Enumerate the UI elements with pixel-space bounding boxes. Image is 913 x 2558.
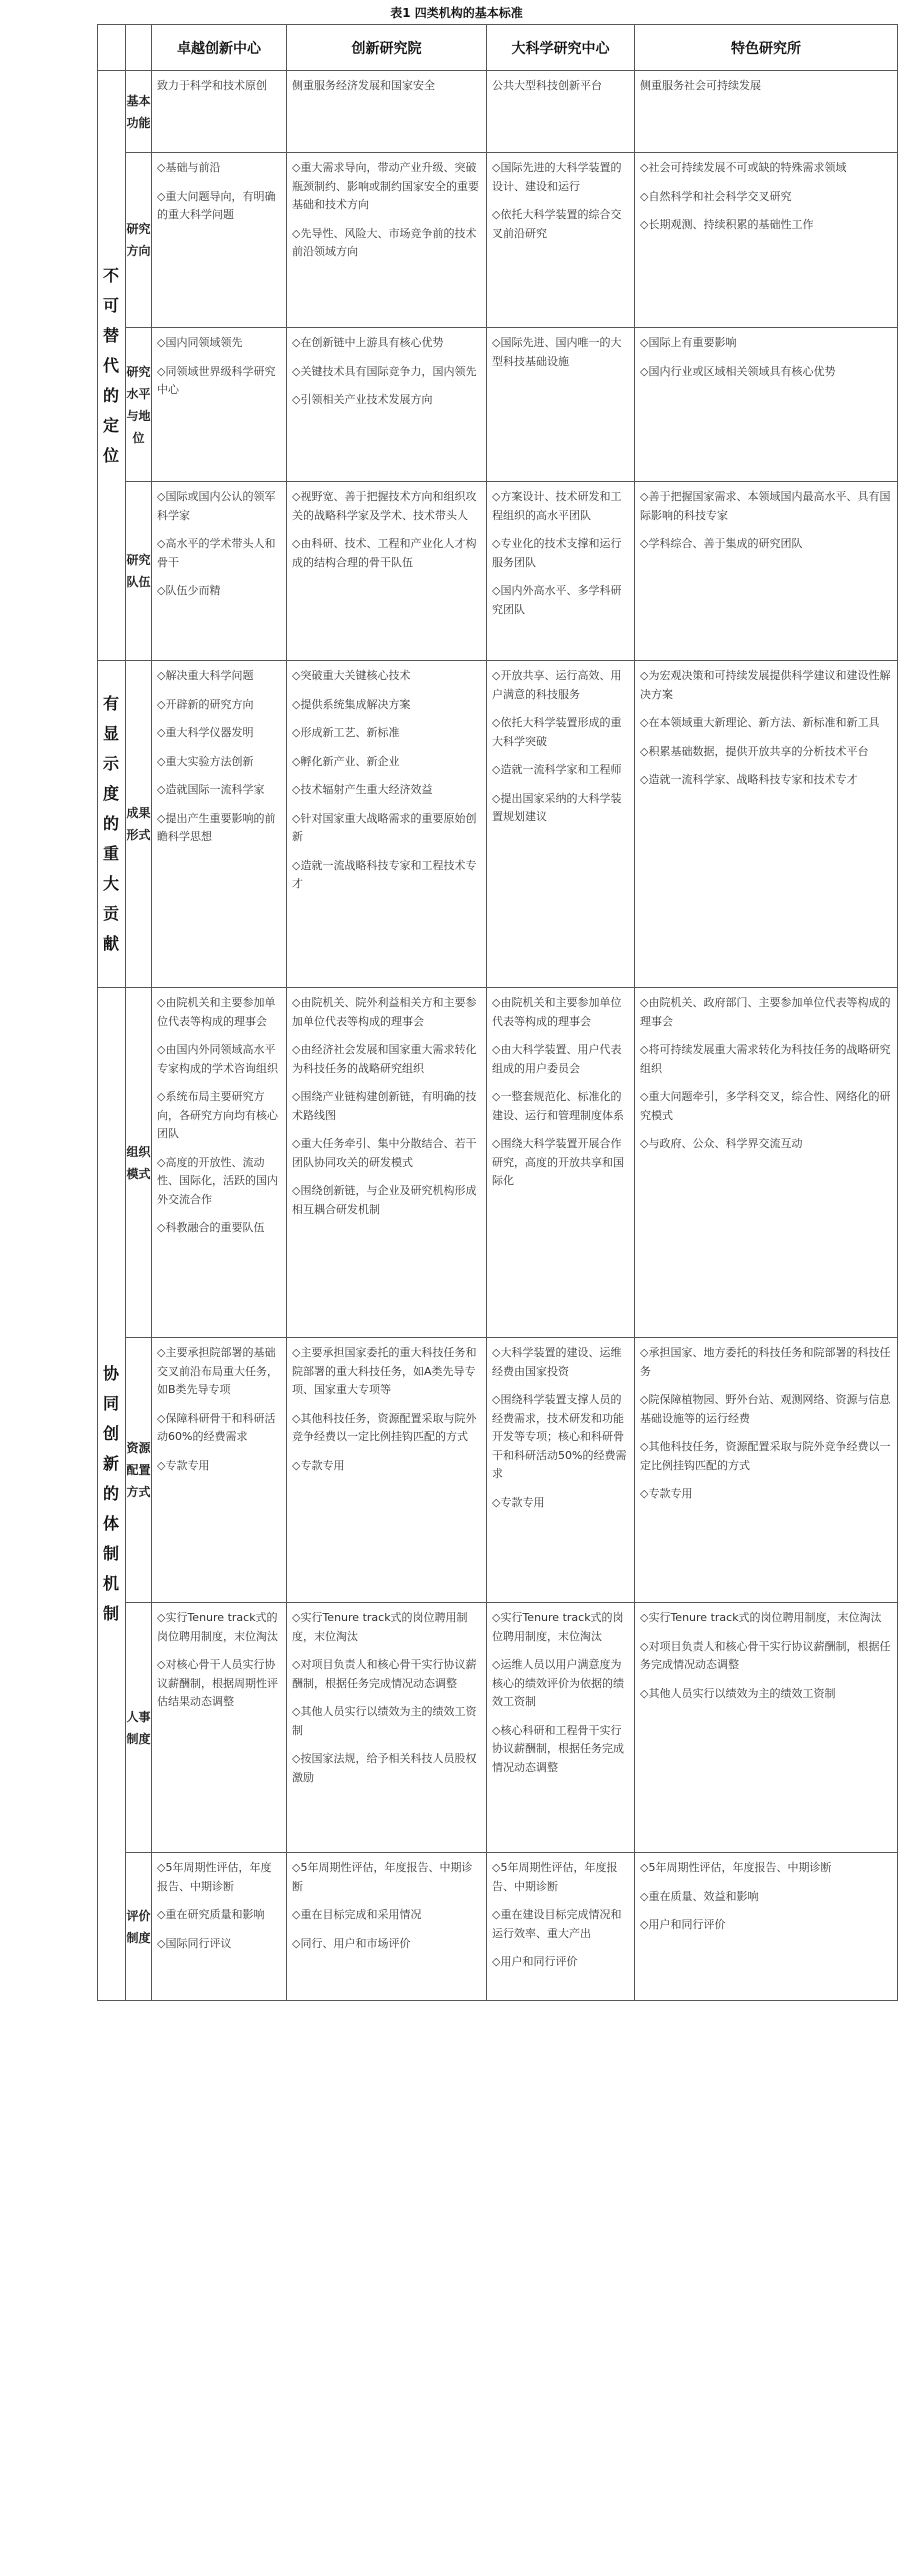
column-header: 卓越创新中心: [152, 25, 287, 71]
cell-item: ◇自然科学和社会科学交叉研究: [640, 189, 792, 203]
cell-item: ◇重在质量、效益和影响: [640, 1889, 759, 1903]
cell-item: ◇高水平的学术带头人和骨干: [157, 537, 276, 569]
cell-item: 侧重服务经济发展和国家安全: [292, 79, 435, 92]
table-row: [98, 1853, 898, 2001]
table-cell: [287, 1338, 487, 1603]
cell-item: ◇造就一流战略科技专家和工程技术专才: [292, 858, 477, 890]
cell-item: ◇技术辐射产生重大经济效益: [292, 783, 433, 796]
cell-item: ◇重在建设目标完成情况和运行效率、重大产出: [492, 1908, 622, 1940]
cell-item: ◇其他科技任务，资源配置采取与院外竞争经费以一定比例挂钩匹配的方式: [640, 1440, 891, 1472]
cell-item: ◇提出国家采纳的大科学装置规划建议: [492, 791, 622, 823]
cell-item: ◇由院机关、政府部门、主要参加单位代表等构成的理事会: [640, 996, 891, 1028]
cell-item: ◇国际同行评议: [157, 1936, 232, 1950]
cell-item: ◇国际或国内公认的领军科学家: [157, 490, 276, 522]
cell-item: ◇视野宽、善于把握技术方向和组织攻关的战略科学家及学术、技术带头人: [292, 490, 477, 522]
cell-item: ◇提供系统集成解决方案: [292, 697, 411, 711]
cell-item: ◇在创新链中上游具有核心优势: [292, 336, 444, 349]
cell-item: ◇保障科研骨干和科研活动60%的经费需求: [157, 1411, 276, 1443]
table-cell: [152, 1853, 287, 2001]
cell-item: ◇造就一流科学家、战略科技专家和技术专才: [640, 773, 858, 786]
cell-item: ◇国际先进的大科学装置的设计、建设和运行: [492, 161, 622, 193]
cell-item: ◇由国内外同领域高水平专家构成的学术咨询组织: [157, 1043, 278, 1075]
cell-item: ◇突破重大关键核心技术: [292, 669, 411, 682]
cell-item: ◇按国家法规，给予相关科技人员股权激励: [292, 1752, 477, 1784]
cell-item: ◇社会可持续发展不可或缺的特殊需求领域: [640, 161, 847, 174]
table-cell: [152, 1338, 287, 1603]
cell-item: ◇开辟新的研究方向: [157, 697, 254, 711]
cell-item: ◇善于把握国家需求、本领域国内最高水平、具有国际影响的科技专家: [640, 490, 891, 522]
table-cell: [487, 71, 635, 153]
cell-item: ◇由院机关和主要参加单位代表等构成的理事会: [492, 996, 622, 1028]
cell-item: ◇围绕产业链构建创新链，有明确的技术路线图: [292, 1090, 477, 1122]
cell-item: ◇院保障植物园、野外台站、观测网络、资源与信息基础设施等的运行经费: [640, 1393, 891, 1425]
cell-item: ◇大科学装置的建设、运维经费由国家投资: [492, 1346, 622, 1378]
row-label: 研究方向: [126, 153, 152, 328]
table-cell: [152, 328, 287, 482]
cell-item: ◇与政府、公众、科学界交流互动: [640, 1137, 803, 1150]
cell-item: ◇系统布局主要研究方向，各研究方向均有核心团队: [157, 1090, 278, 1140]
cell-item: ◇5年周期性评估，年度报告、中期诊断: [157, 1861, 272, 1893]
cell-item: ◇由院机关和主要参加单位代表等构成的理事会: [157, 996, 276, 1028]
table-cell: [287, 661, 487, 988]
table-cell: [287, 482, 487, 661]
table-caption: 表1 四类机构的基本标准: [390, 6, 523, 20]
cell-item: ◇造就一流科学家和工程师: [492, 763, 622, 776]
cell-item: ◇主要承担院部署的基础交叉前沿布局重大任务，如B类先导专项: [157, 1346, 278, 1396]
cell-item: ◇重在研究质量和影响: [157, 1908, 265, 1921]
cell-item: ◇为宏观决策和可持续发展提供科学建议和建设性解决方案: [640, 669, 891, 701]
cell-item: ◇专款专用: [492, 1495, 545, 1509]
cell-item: ◇孵化新产业、新企业: [292, 754, 400, 768]
table-cell: [287, 153, 487, 328]
table-cell: [152, 71, 287, 153]
table-row: [98, 1603, 898, 1853]
cell-item: ◇5年周期性评估，年度报告、中期诊断: [292, 1861, 473, 1893]
cell-item: ◇围绕大科学装置开展合作研究，高度的开放共享和国际化: [492, 1137, 624, 1187]
table-cell: [487, 482, 635, 661]
table-cell: [287, 988, 487, 1338]
cell-item: ◇关键技术具有国际竞争力，国内领先: [292, 364, 477, 378]
cell-item: ◇同行、用户和市场评价: [292, 1936, 411, 1950]
cell-item: ◇将可持续发展重大需求转化为科技任务的战略研究组织: [640, 1043, 891, 1075]
cell-item: ◇积累基础数据，提供开放共享的分析技术平台: [640, 744, 869, 758]
cell-item: ◇解决重大科学问题: [157, 669, 254, 682]
table-cell: [287, 328, 487, 482]
cell-item: ◇国际先进、国内唯一的大型科技基础设施: [492, 336, 622, 368]
cell-item: ◇围绕创新链，与企业及研究机构形成相互耦合研发机制: [292, 1184, 477, 1216]
cell-item: ◇其他科技任务，资源配置采取与院外竞争经费以一定比例挂钩匹配的方式: [292, 1411, 477, 1443]
cell-item: ◇专款专用: [292, 1458, 345, 1472]
table-row: [98, 1338, 898, 1603]
table-cell: [635, 988, 898, 1338]
table-row: [98, 988, 898, 1338]
cell-item: ◇重大问题导向，有明确的重大科学问题: [157, 189, 276, 221]
header-row: [98, 25, 898, 71]
row-label: 人事制度: [126, 1603, 152, 1853]
table-cell: [635, 328, 898, 482]
cell-item: ◇一整套规范化、标准化的建设、运行和管理制度体系: [492, 1090, 624, 1122]
row-label: 资源配置方式: [126, 1338, 152, 1603]
cell-item: ◇用户和同行评价: [640, 1918, 726, 1931]
row-label: 评价制度: [126, 1853, 152, 2001]
table-cell: [287, 1603, 487, 1853]
cell-item: ◇核心科研和工程骨干实行协议薪酬制，根据任务完成情况动态调整: [492, 1723, 624, 1774]
cell-item: ◇用户和同行评价: [492, 1955, 578, 1968]
table-cell: [487, 1338, 635, 1603]
cell-item: ◇科教融合的重要队伍: [157, 1221, 265, 1234]
cell-item: ◇由经济社会发展和国家重大需求转化为科技任务的战略研究组织: [292, 1043, 477, 1075]
cell-item: ◇5年周期性评估，年度报告、中期诊断: [640, 1861, 832, 1874]
cell-item: ◇重大需求导向，带动产业升级、突破瓶颈制约、影响或制约国家安全的重要基础和技术方向: [292, 161, 479, 211]
cell-item: 侧重服务社会可持续发展: [640, 79, 761, 92]
section-label: 协同创新的体制机制: [98, 988, 126, 2001]
table-cell: [487, 328, 635, 482]
cell-item: ◇专款专用: [640, 1487, 693, 1500]
row-label: 组织模式: [126, 988, 152, 1338]
cell-item: ◇基础与前沿: [157, 161, 221, 174]
cell-item: ◇由院机关、院外利益相关方和主要参加单位代表等构成的理事会: [292, 996, 477, 1028]
cell-item: ◇造就国际一流科学家: [157, 783, 265, 796]
cell-item: ◇其他人员实行以绩效为主的绩效工资制: [640, 1686, 836, 1700]
cell-item: ◇专款专用: [157, 1458, 210, 1472]
cell-item: ◇依托大科学装置的综合交叉前沿研究: [492, 208, 622, 240]
cell-item: ◇学科综合、善于集成的研究团队: [640, 537, 803, 550]
cell-item: ◇围绕科学装置支撑人员的经费需求，技术研发和功能开发等专项；核心和科研骨干和科研活动50%的经费需求: [492, 1393, 627, 1480]
table-cell: [152, 482, 287, 661]
cell-item: ◇重大实验方法创新: [157, 754, 254, 768]
table-cell: [152, 153, 287, 328]
cell-item: ◇主要承担国家委托的重大科技任务和院部署的重大科技任务，如A类先导专项、国家重大专项等: [292, 1346, 477, 1396]
table-cell: [635, 1603, 898, 1853]
table-cell: [635, 153, 898, 328]
table-cell: [287, 1853, 487, 2001]
cell-item: ◇实行Tenure track式的岗位聘用制度，末位淘汰: [492, 1611, 624, 1643]
cell-item: ◇由大科学装置、用户代表组成的用户委员会: [492, 1043, 622, 1075]
column-header: 创新研究院: [287, 25, 487, 71]
cell-item: ◇承担国家、地方委托的科技任务和院部署的科技任务: [640, 1346, 891, 1378]
table-cell: [487, 1603, 635, 1853]
cell-item: ◇国内外高水平、多学科研究团队: [492, 584, 622, 616]
table-cell: [487, 1853, 635, 2001]
cell-item: ◇国内行业或区域相关领域具有核心优势: [640, 364, 836, 378]
institution-standards-table: [97, 24, 898, 2001]
cell-item: ◇形成新工艺、新标准: [292, 726, 400, 739]
cell-item: ◇专业化的技术支撑和运行服务团队: [492, 537, 622, 569]
cell-item: ◇5年周期性评估，年度报告、中期诊断: [492, 1861, 618, 1893]
cell-item: ◇引领相关产业技术发展方向: [292, 393, 433, 406]
row-label: 基本功能: [126, 71, 152, 153]
cell-item: ◇国内同领域领先: [157, 336, 243, 349]
cell-item: ◇对项目负责人和核心骨干实行协议薪酬制，根据任务完成情况动态调整: [292, 1658, 477, 1690]
table-row: [98, 71, 898, 153]
row-label: 成果形式: [126, 661, 152, 988]
table-cell: [152, 661, 287, 988]
cell-item: ◇重大任务牵引、集中分散结合、若干团队协同攻关的研发模式: [292, 1137, 477, 1169]
cell-item: ◇长期观测、持续积累的基础性工作: [640, 218, 814, 231]
section-label: 不可替代的定位: [98, 71, 126, 661]
table-cell: [152, 1603, 287, 1853]
column-header: 特色研究所: [635, 25, 898, 71]
cell-item: ◇对项目负责人和核心骨干实行协议薪酬制，根据任务完成情况动态调整: [640, 1639, 891, 1671]
table-cell: [635, 1338, 898, 1603]
corner-cell: [126, 25, 152, 71]
cell-item: ◇依托大科学装置形成的重大科学突破: [492, 716, 622, 748]
row-label: 研究水平与地位: [126, 328, 152, 482]
table-cell: [487, 988, 635, 1338]
table-cell: [635, 71, 898, 153]
table-row: [98, 661, 898, 988]
cell-item: ◇运维人员以用户满意度为核心的绩效评价为依据的绩效工资制: [492, 1658, 624, 1708]
cell-item: ◇提出产生重要影响的前瞻科学思想: [157, 811, 276, 843]
cell-item: ◇实行Tenure track式的岗位聘用制度，末位淘汰: [292, 1611, 468, 1643]
column-header: 大科学研究中心: [487, 25, 635, 71]
cell-item: ◇重大问题牵引，多学科交叉，综合性、网络化的研究模式: [640, 1090, 891, 1122]
cell-item: ◇队伍少而精: [157, 584, 221, 597]
cell-item: ◇同领域世界级科学研究中心: [157, 364, 276, 396]
cell-item: ◇重在目标完成和采用情况: [292, 1908, 422, 1921]
cell-item: ◇国际上有重要影响: [640, 336, 737, 349]
cell-item: 致力于科学和技术原创: [157, 79, 267, 92]
table-cell: [487, 153, 635, 328]
cell-item: ◇方案设计、技术研发和工程组织的高水平团队: [492, 490, 622, 522]
cell-item: ◇由科研、技术、工程和产业化人才构成的结构合理的骨干队伍: [292, 537, 477, 569]
table-cell: [635, 661, 898, 988]
cell-item: ◇先导性、风险大、市场竞争前的技术前沿领域方向: [292, 226, 477, 258]
table-cell: [635, 1853, 898, 2001]
table-cell: [152, 988, 287, 1338]
table-row: [98, 153, 898, 328]
table-row: [98, 482, 898, 661]
table-cell: [635, 482, 898, 661]
table-cell: [487, 661, 635, 988]
cell-item: ◇开放共享、运行高效、用户满意的科技服务: [492, 669, 622, 701]
corner-cell: [98, 25, 126, 71]
table-cell: [287, 71, 487, 153]
section-label: 有显示度的重大贡献: [98, 661, 126, 988]
cell-item: ◇重大科学仪器发明: [157, 726, 254, 739]
cell-item: ◇实行Tenure track式的岗位聘用制度，末位淘汰: [640, 1611, 882, 1624]
cell-item: 公共大型科技创新平台: [492, 79, 602, 92]
table-row: [98, 328, 898, 482]
cell-item: ◇在本领域重大新理论、新方法、新标准和新工具: [640, 716, 880, 729]
cell-item: ◇对核心骨干人员实行协议薪酬制，根据周期性评估结果动态调整: [157, 1658, 278, 1708]
row-label: 研究队伍: [126, 482, 152, 661]
cell-item: ◇针对国家重大战略需求的重要原始创新: [292, 811, 477, 843]
cell-item: ◇高度的开放性、流动性、国际化，活跃的国内外交流合作: [157, 1155, 278, 1206]
cell-item: ◇实行Tenure track式的岗位聘用制度，末位淘汰: [157, 1611, 278, 1643]
cell-item: ◇其他人员实行以绩效为主的绩效工资制: [292, 1705, 477, 1737]
